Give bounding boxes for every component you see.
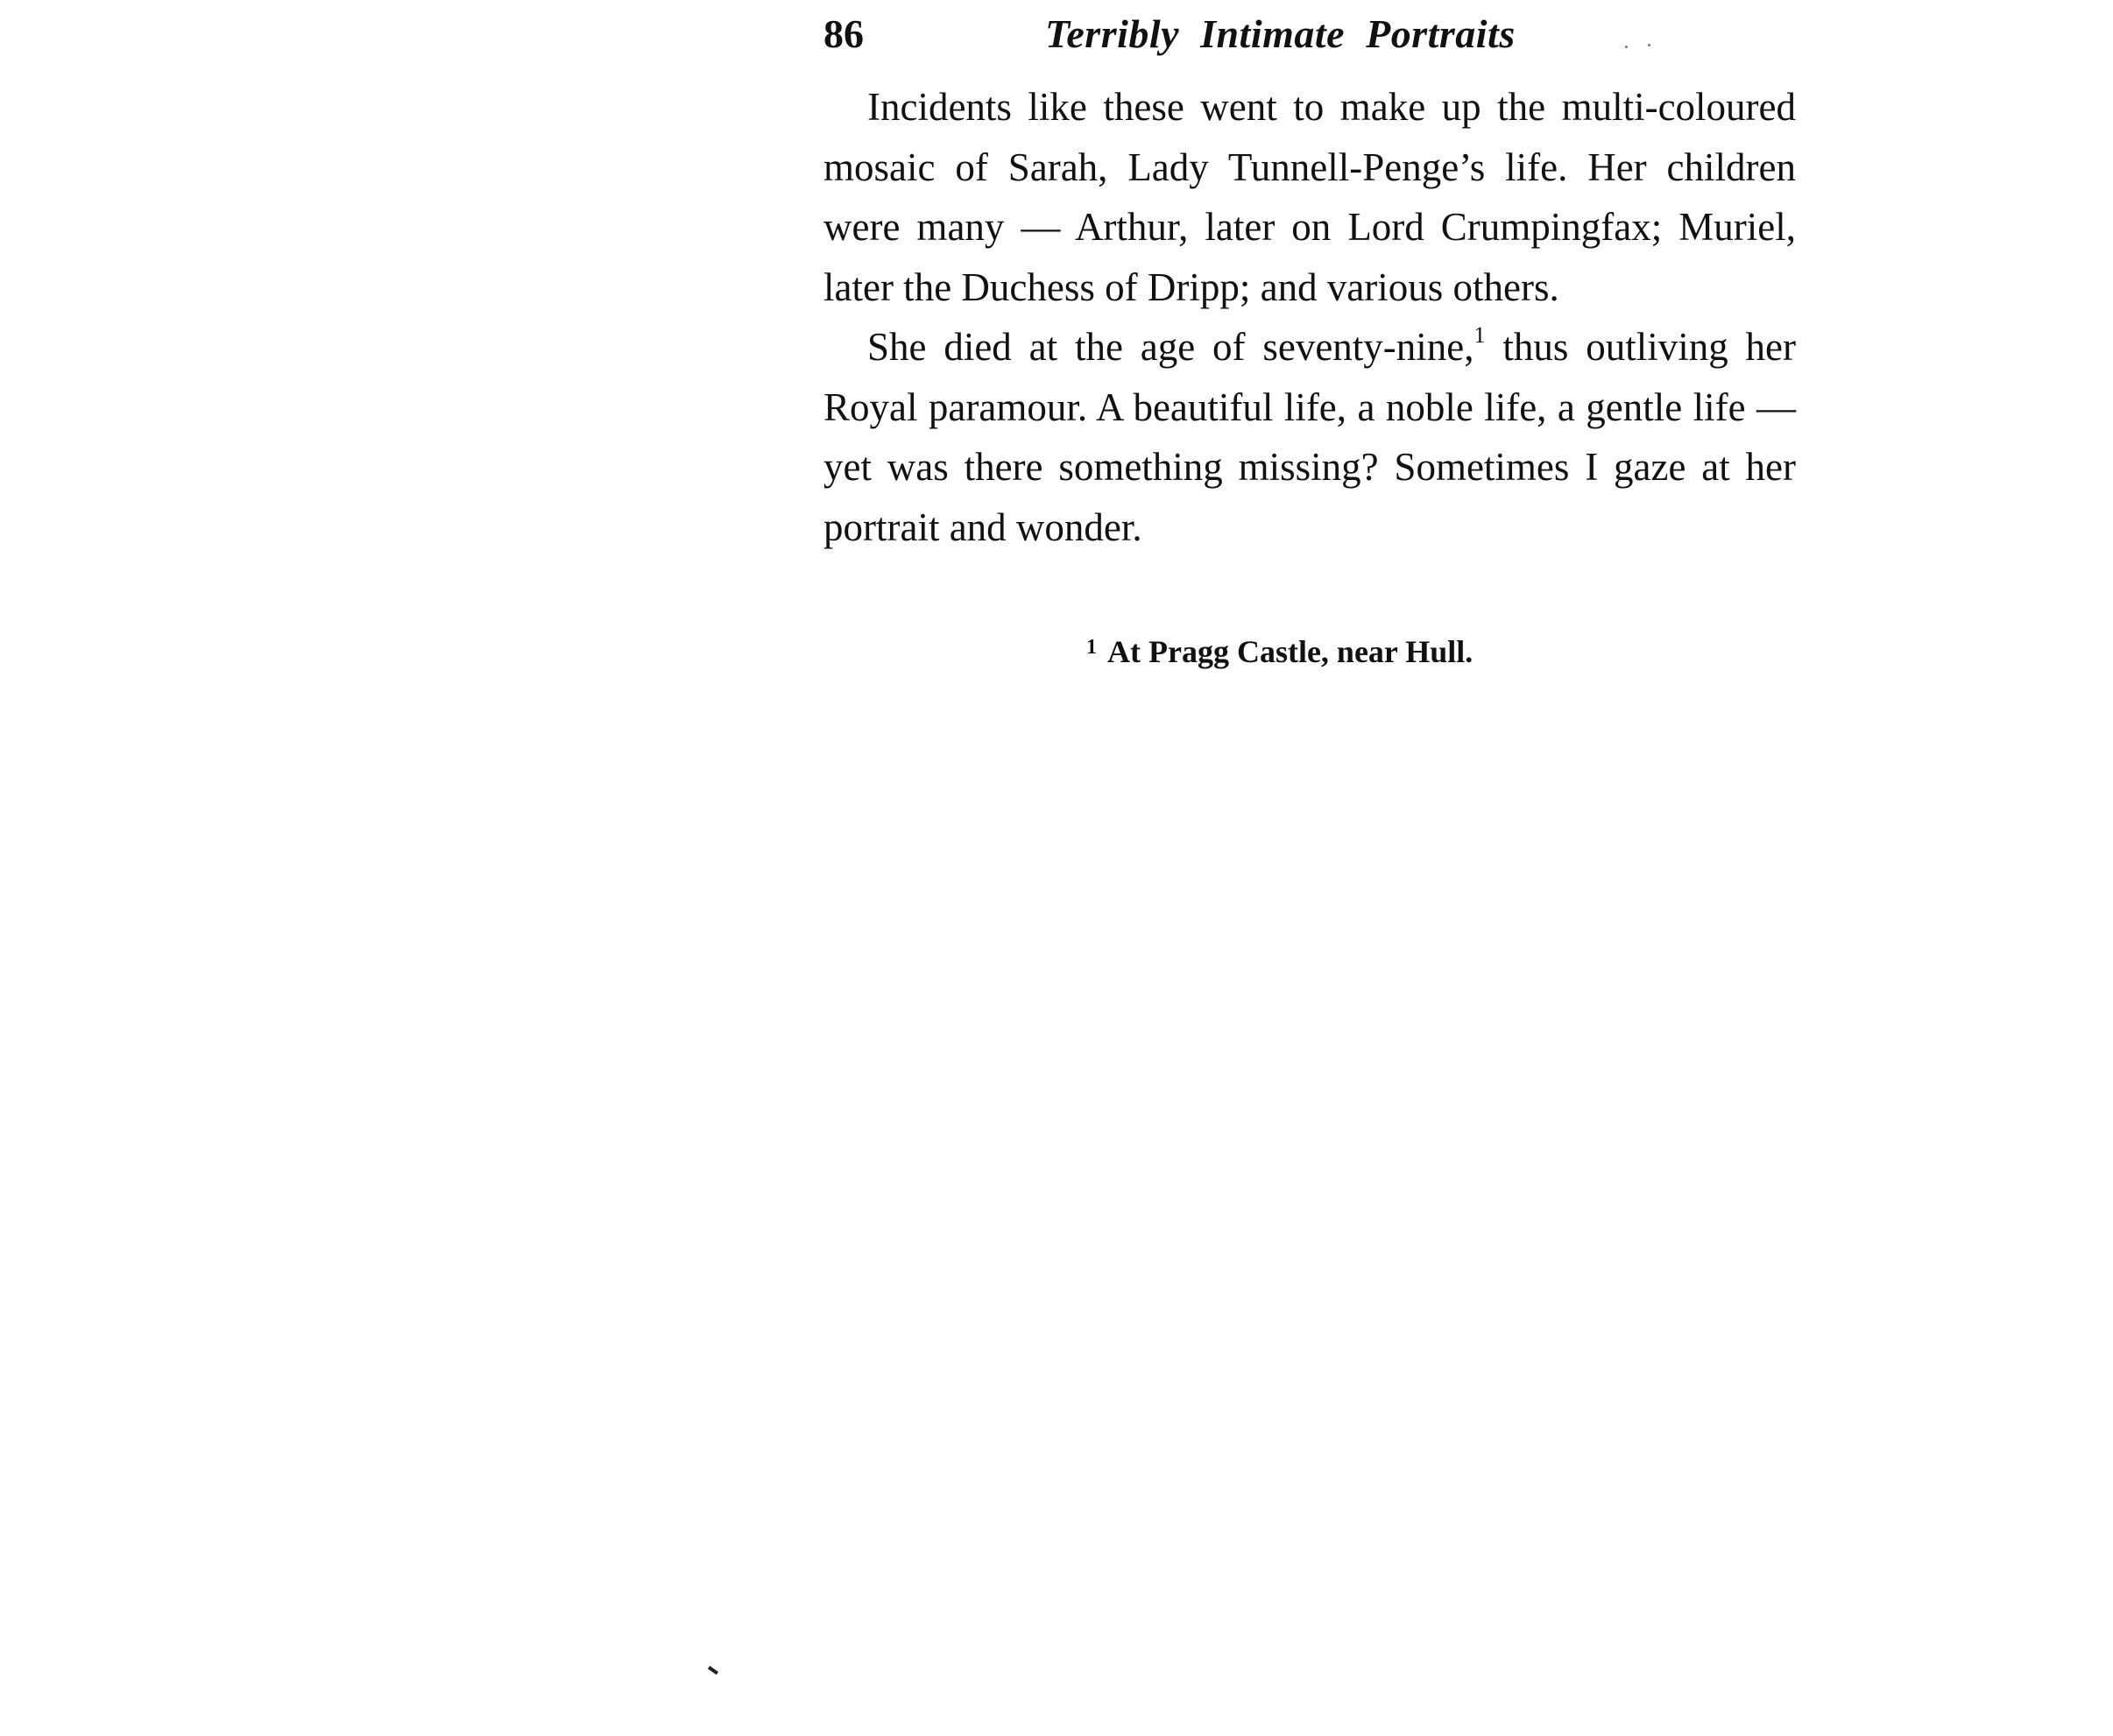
page-number: 86 xyxy=(823,11,864,56)
footnote-marker: 1 xyxy=(1086,636,1097,659)
footnote xyxy=(1086,629,1473,679)
paragraph-text: thus outliving her Royal paramour. A beautiful life, a noble life, a gentle life — yet was there something missing? Sometimes I gaze at her portrait and wonder. xyxy=(823,325,1797,549)
print-speck xyxy=(1648,44,1650,46)
paragraph xyxy=(823,317,1796,557)
running-title: Terribly Intimate Portraits xyxy=(1045,11,1516,56)
running-head xyxy=(823,7,1796,61)
paragraph-text: She died at the age of seventy-nine, xyxy=(867,325,1474,369)
print-speck xyxy=(1625,46,1628,48)
body-text xyxy=(823,77,1796,557)
footnote-reference: 1 xyxy=(1473,322,1486,348)
print-mark xyxy=(708,1666,718,1675)
print-specks xyxy=(1625,44,1660,53)
footnote-text: At Pragg Castle, near Hull. xyxy=(1107,634,1473,669)
paragraph: Incidents like these went to make up the multi-coloured mosaic of Sarah, Lady Tunnell-Penge’s life. Her children were many — Arthur, later on Lord Crumpingfax; Muriel, later the Duchess of Dripp; and various others. xyxy=(823,85,1796,309)
